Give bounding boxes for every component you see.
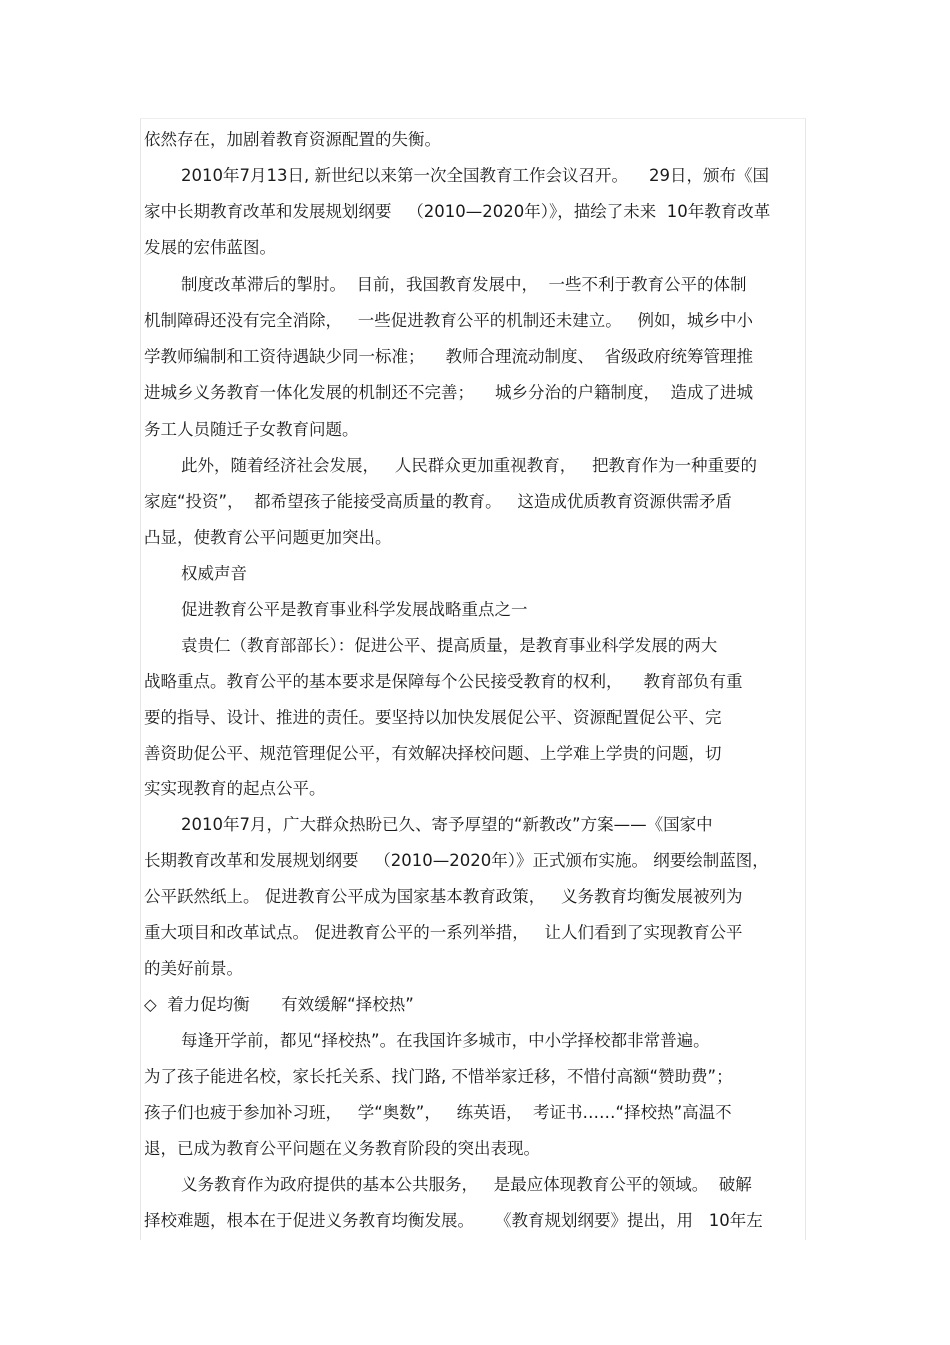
text-line: 进城乡义务教育一体化发展的机制还不完善； 城乡分治的户籍制度， 造成了进城: [144, 383, 753, 402]
text-line: 义务教育作为政府提供的基本公共服务， 是最应体现教育公平的领域。 破解: [181, 1175, 752, 1194]
text-line: 制度改革滞后的掣肘。 目前，我国教育发展中， 一些不利于教育公平的体制: [181, 275, 747, 294]
text-line: 实实现教育的起点公平。: [144, 779, 326, 798]
text-line: 要的指导、设计、推进的责任。要坚持以加快发展促公平、资源配置促公平、完: [144, 708, 722, 727]
section-heading: ◇ 着力促均衡 有效缓解“择校热”: [144, 995, 414, 1014]
text-line: 长期教育改革和发展规划纲要 （2010—2020年）》正式颁布实施。 纲要绘制蓝图，: [144, 851, 769, 870]
text-line: 的美好前景。: [144, 959, 243, 978]
text-line: 公平跃然纸上。 促进教育公平成为国家基本教育政策， 义务教育均衡发展被列为: [144, 887, 743, 906]
text-line: 退，已成为教育公平问题在义务教育阶段的突出表现。: [144, 1139, 540, 1158]
section-heading: 权威声音: [181, 564, 247, 583]
text-line: 择校难题，根本在于促进义务教育均衡发展。 《教育规划纲要》提出，用 10年左: [144, 1211, 763, 1230]
text-line: 战略重点。教育公平的基本要求是保障每个公民接受教育的权利， 教育部负有重: [144, 672, 743, 691]
text-line: 善资助促公平、规范管理促公平，有效解决择校问题、上学难上学贵的问题，切: [144, 744, 722, 763]
text-line: 每逢开学前，都见“择校热”。在我国许多城市，中小学择校都非常普遍。: [181, 1031, 710, 1050]
text-line: 发展的宏伟蓝图。: [144, 238, 276, 257]
text-line: 凸显，使教育公平问题更加突出。: [144, 528, 392, 547]
text-line: 学教师编制和工资待遇缺少同一标准； 教师合理流动制度、 省级政府统筹管理推: [144, 347, 753, 366]
text-line: 机制障碍还没有完全消除， 一些促进教育公平的机制还未建立。 例如，城乡中小: [144, 311, 753, 330]
text-line: 务工人员随迁子女教育问题。: [144, 420, 359, 439]
text-line: 重大项目和改革试点。 促进教育公平的一系列举措， 让人们看到了实现教育公平: [144, 923, 743, 942]
text-line: 2010年7月13日, 新世纪以来第一次全国教育工作会议召开。 29日，颁布《国: [181, 166, 769, 185]
text-line: 2010年7月，广大群众热盼已久、寄予厚望的“新教改”方案——《国家中: [181, 815, 713, 834]
subheading: 促进教育公平是教育事业科学发展战略重点之一: [181, 600, 528, 619]
text-line: 家庭“投资”， 都希望孩子能接受高质量的教育。 这造成优质教育资源供需矛盾: [144, 492, 732, 511]
text-line: 依然存在，加剧着教育资源配置的失衡。: [144, 130, 441, 149]
text-line: 孩子们也疲于参加补习班， 学“奥数”， 练英语， 考证书……“择校热”高温不: [144, 1103, 732, 1122]
text-line: 此外，随着经济社会发展， 人民群众更加重视教育， 把教育作为一种重要的: [181, 456, 757, 475]
text-line: 袁贵仁（教育部部长）：促进公平、提高质量，是教育事业科学发展的两大: [181, 636, 718, 655]
text-line: 家中长期教育改革和发展规划纲要 （2010—2020年）》，描绘了未来 10年教育改革: [144, 202, 771, 221]
text-line: 为了孩子能进名校，家长托关系、找门路, 不惜举家迁移，不惜付高额“赞助费”；: [144, 1067, 733, 1086]
